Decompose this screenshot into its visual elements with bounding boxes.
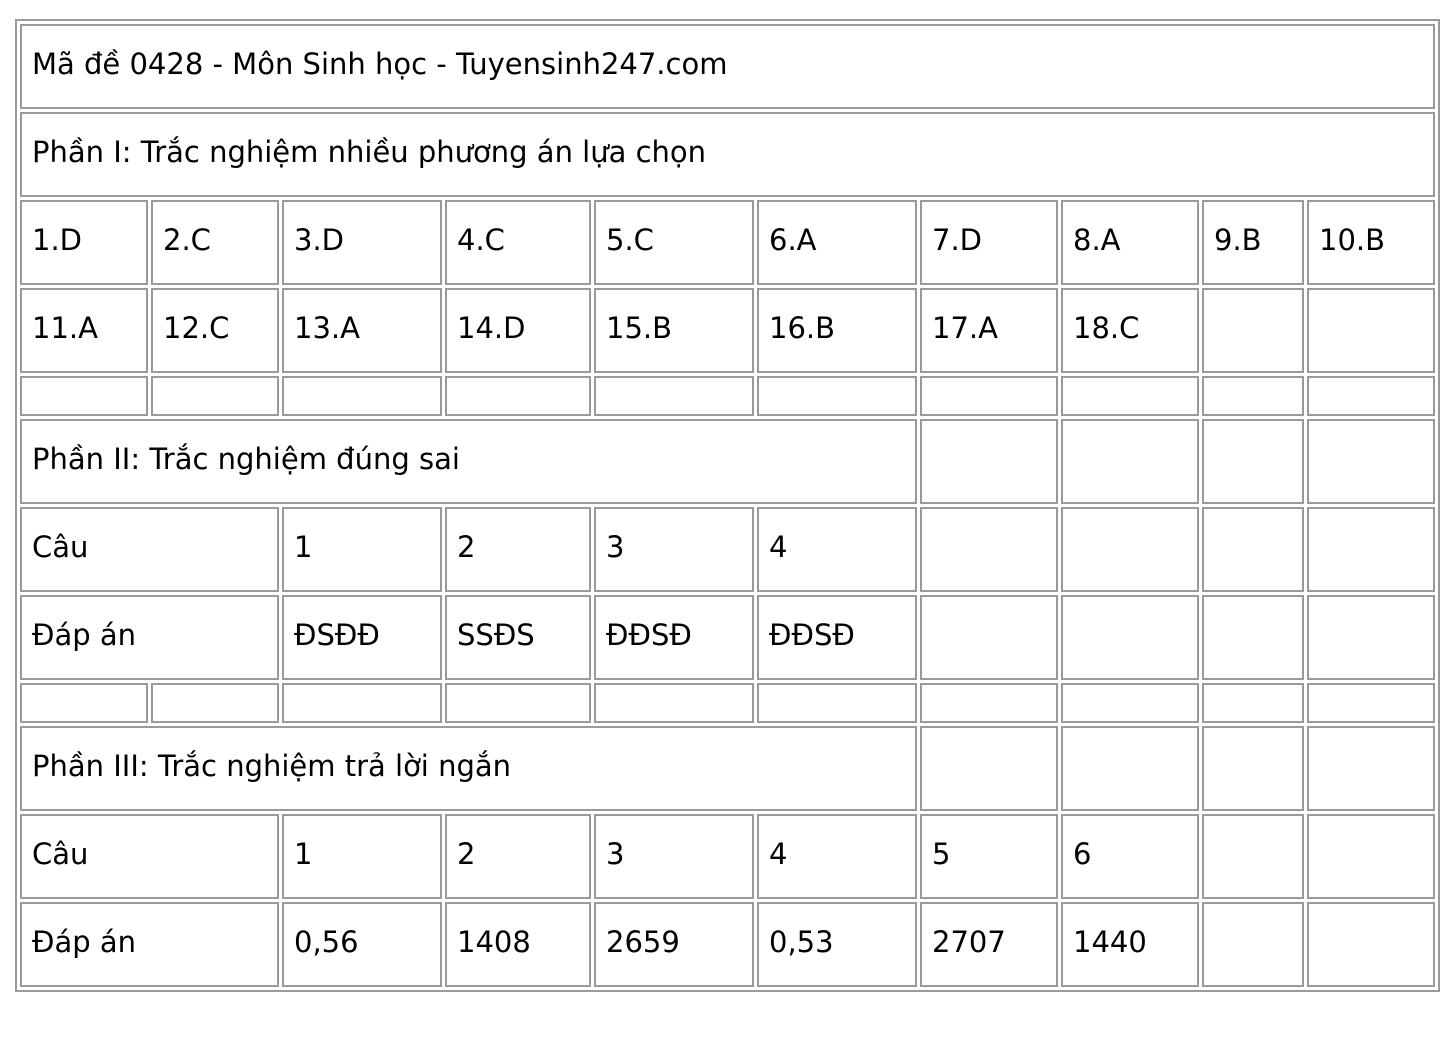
answer-cell: 18.C [1061, 288, 1199, 373]
empty-cell [1307, 726, 1435, 811]
answer-cell: ĐĐSĐ [594, 595, 754, 680]
title-row [20, 24, 1435, 109]
answer-cell: 4.C [445, 200, 591, 285]
answer-cell: SSĐS [445, 595, 591, 680]
answer-label: Đáp án [20, 902, 279, 987]
empty-cell [1202, 902, 1304, 987]
answer-cell: 8.A [1061, 200, 1199, 285]
empty-cell [920, 683, 1058, 723]
part1-answers-row-1 [20, 200, 1435, 285]
answer-key-table [15, 19, 1440, 992]
empty-cell [920, 419, 1058, 504]
answer-cell: 3.D [282, 200, 442, 285]
question-number: 1 [282, 507, 442, 592]
empty-cell [1202, 726, 1304, 811]
empty-cell [1202, 683, 1304, 723]
empty-cell [1202, 376, 1304, 416]
question-number: 1 [282, 814, 442, 899]
empty-cell [920, 726, 1058, 811]
empty-cell [1202, 507, 1304, 592]
answer-cell: 15.B [594, 288, 754, 373]
empty-cell [1061, 726, 1199, 811]
answer-cell: 0,53 [757, 902, 917, 987]
empty-cell [757, 683, 917, 723]
answer-cell: 14.D [445, 288, 591, 373]
empty-cell [1307, 288, 1435, 373]
answer-cell: 7.D [920, 200, 1058, 285]
question-number: 2 [445, 814, 591, 899]
empty-cell [445, 683, 591, 723]
empty-cell [1202, 595, 1304, 680]
answer-label: Đáp án [20, 595, 279, 680]
question-number: 4 [757, 507, 917, 592]
part2-heading: Phần II: Trắc nghiệm đúng sai [20, 419, 917, 504]
part1-answers-row-2 [20, 288, 1435, 373]
empty-cell [1307, 595, 1435, 680]
empty-cell [151, 376, 279, 416]
empty-cell [445, 376, 591, 416]
answer-cell: 2659 [594, 902, 754, 987]
answer-cell: 10.B [1307, 200, 1435, 285]
answer-cell: 16.B [757, 288, 917, 373]
empty-cell [1307, 376, 1435, 416]
empty-cell [594, 683, 754, 723]
part1-heading-row [20, 112, 1435, 197]
answer-cell: 1408 [445, 902, 591, 987]
part2-question-row [20, 507, 1435, 592]
empty-cell [594, 376, 754, 416]
empty-cell [20, 683, 148, 723]
question-number: 5 [920, 814, 1058, 899]
answer-cell: 17.A [920, 288, 1058, 373]
answer-cell: 1440 [1061, 902, 1199, 987]
empty-cell [1307, 419, 1435, 504]
empty-cell [1307, 902, 1435, 987]
answer-cell: ĐĐSĐ [757, 595, 917, 680]
answer-cell: 2707 [920, 902, 1058, 987]
part3-question-row [20, 814, 1435, 899]
answer-cell: 12.C [151, 288, 279, 373]
part2-heading-row [20, 419, 1435, 504]
answer-cell: 13.A [282, 288, 442, 373]
empty-cell [920, 376, 1058, 416]
question-label: Câu [20, 814, 279, 899]
empty-cell [20, 376, 148, 416]
answer-cell: 9.B [1202, 200, 1304, 285]
question-label: Câu [20, 507, 279, 592]
empty-cell [1202, 288, 1304, 373]
part3-heading-row [20, 726, 1435, 811]
answer-cell: ĐSĐĐ [282, 595, 442, 680]
part1-heading: Phần I: Trắc nghiệm nhiều phương án lựa chọn [20, 112, 1435, 197]
exam-title: Mã đề 0428 - Môn Sinh học - Tuyensinh247.com [20, 24, 1435, 109]
question-number: 4 [757, 814, 917, 899]
empty-cell [282, 376, 442, 416]
part3-answer-row [20, 902, 1435, 987]
empty-cell [1061, 376, 1199, 416]
part2-answer-row [20, 595, 1435, 680]
question-number: 3 [594, 814, 754, 899]
empty-cell [1061, 507, 1199, 592]
empty-cell [1061, 595, 1199, 680]
empty-cell [1202, 419, 1304, 504]
answer-cell: 5.C [594, 200, 754, 285]
empty-cell [920, 507, 1058, 592]
empty-cell [1061, 683, 1199, 723]
empty-cell [1307, 683, 1435, 723]
spacer-row [20, 683, 1435, 723]
empty-cell [1307, 814, 1435, 899]
empty-cell [1061, 419, 1199, 504]
empty-cell [151, 683, 279, 723]
part3-heading: Phần III: Trắc nghiệm trả lời ngắn [20, 726, 917, 811]
empty-cell [1307, 507, 1435, 592]
answer-cell: 2.C [151, 200, 279, 285]
empty-cell [757, 376, 917, 416]
question-number: 2 [445, 507, 591, 592]
answer-cell: 0,56 [282, 902, 442, 987]
empty-cell [920, 595, 1058, 680]
answer-cell: 11.A [20, 288, 148, 373]
empty-cell [1202, 814, 1304, 899]
answer-cell: 6.A [757, 200, 917, 285]
answer-cell: 1.D [20, 200, 148, 285]
question-number: 6 [1061, 814, 1199, 899]
empty-cell [282, 683, 442, 723]
spacer-row [20, 376, 1435, 416]
question-number: 3 [594, 507, 754, 592]
